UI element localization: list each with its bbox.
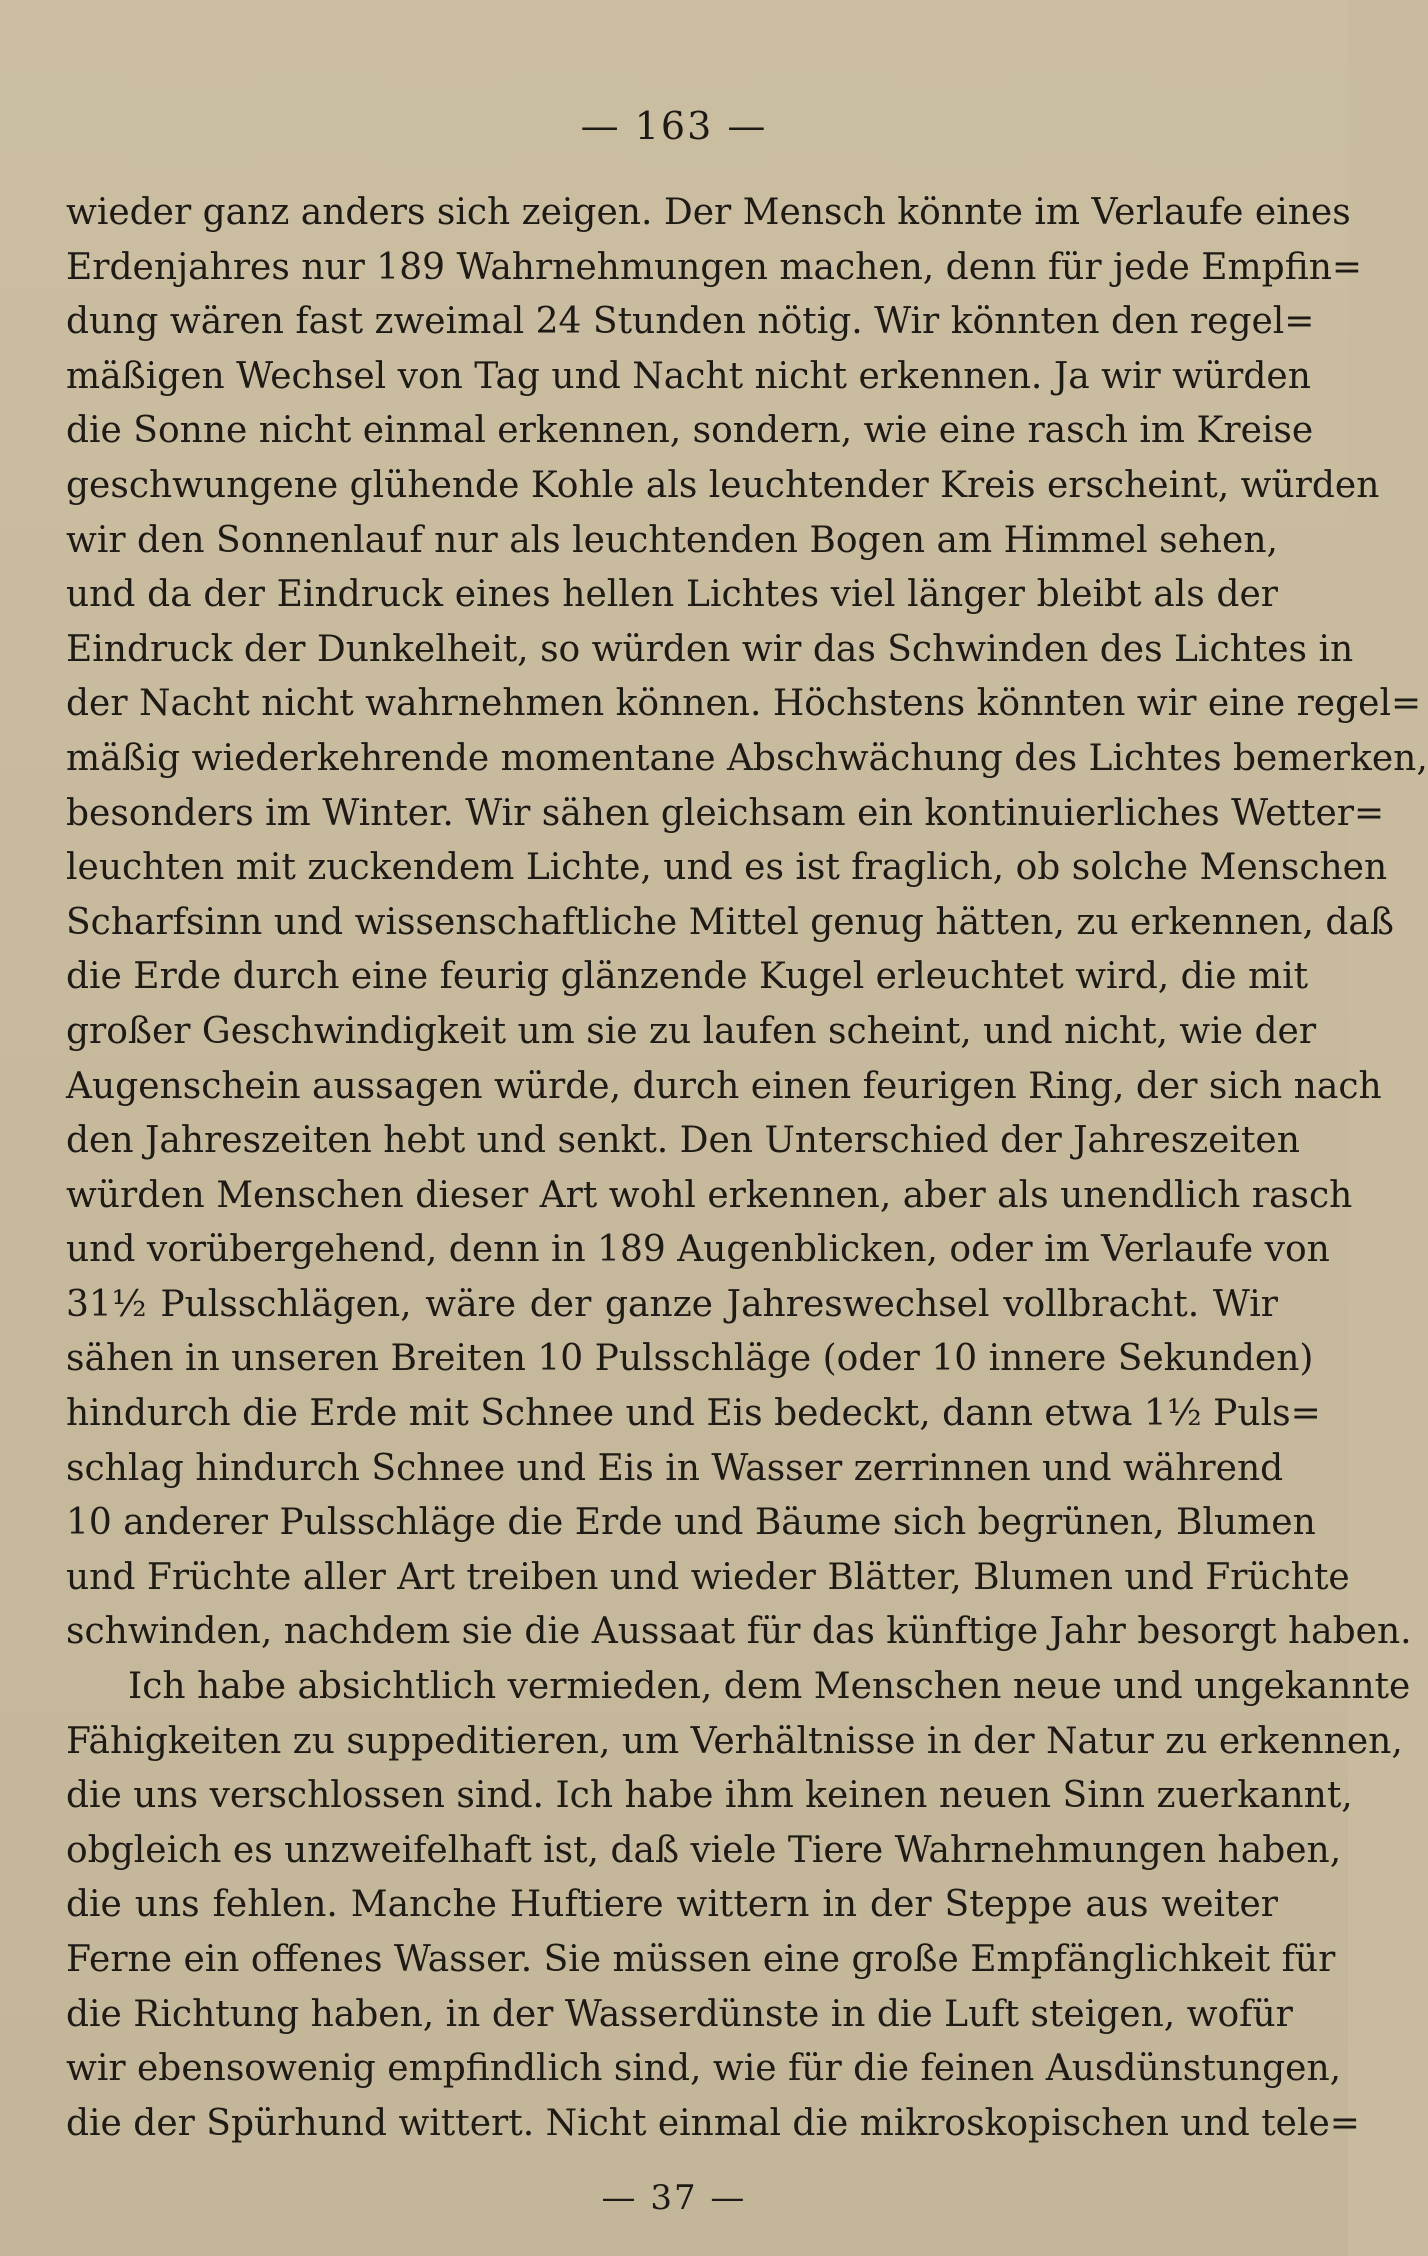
- text-line: wieder ganz anders sich zeigen. Der Mensch könnte im Verlaufe eines: [66, 192, 1351, 233]
- text-line: würden Menschen dieser Art wohl erkennen, aber als unendlich rasch: [66, 1174, 1353, 1216]
- text-line: die uns verschlossen sind. Ich habe ihm keinen neuen Sinn zuerkannt,: [66, 1775, 1353, 1817]
- text-line: Eindruck der Dunkelheit, so würden wir das Schwinden des Lichtes in: [66, 628, 1354, 670]
- text-line: 10 anderer Pulsschläge die Erde und Bäume sich begrünen, Blumen: [66, 1502, 1316, 1544]
- text-line: schlag hindurch Schnee und Eis in Wasser zerrinnen und während: [66, 1447, 1284, 1489]
- text-line: und vorübergehend, denn in 189 Augenblicken, oder im Verlaufe von: [66, 1229, 1330, 1271]
- text-line: wir den Sonnenlauf nur als leuchtenden Bogen am Himmel sehen,: [66, 519, 1278, 561]
- text-line: Ich habe absichtlich vermieden, dem Menschen neue und ungekannte: [128, 1666, 1411, 1708]
- text-line: den Jahreszeiten hebt und senkt. Den Unterschied der Jahreszeiten: [66, 1120, 1300, 1162]
- text-line: Augenschein aussagen würde, durch einen feurigen Ring, der sich nach: [66, 1065, 1382, 1107]
- text-line: wir ebensowenig empfindlich sind, wie für die feinen Ausdünstungen,: [66, 2048, 1342, 2090]
- text-line: Scharfsinn und wissenschaftliche Mittel genug hätten, zu erkennen, daß: [66, 901, 1394, 943]
- page-number: — 163 —: [580, 104, 768, 148]
- text-line: besonders im Winter. Wir sähen gleichsam ein kontinuierliches Wetter=: [66, 792, 1385, 834]
- text-line: die uns fehlen. Manche Huftiere wittern in der Steppe aus weiter: [66, 1884, 1278, 1926]
- text-line: die Sonne nicht einmal erkennen, sondern, wie eine rasch im Kreise: [66, 410, 1314, 452]
- text-line: hindurch die Erde mit Schnee und Eis bedeckt, dann etwa 1½ Puls=: [66, 1393, 1321, 1435]
- text-line: Fähigkeiten zu suppeditieren, um Verhältnisse in der Natur zu erkennen,: [66, 1720, 1403, 1762]
- text-line: sähen in unseren Breiten 10 Pulsschläge (oder 10 innere Sekunden): [66, 1338, 1314, 1380]
- text-line: Erdenjahres nur 189 Wahrnehmungen machen, denn für jede Empfin=: [66, 246, 1363, 288]
- text-line: und Früchte aller Art treiben und wieder Blätter, Blumen und Früchte: [66, 1556, 1350, 1598]
- text-line: die Erde durch eine feurig glänzende Kugel erleuchtet wird, die mit: [66, 956, 1309, 998]
- signature-mark: — 37 —: [601, 2178, 747, 2218]
- text-line: obgleich es unzweifelhaft ist, daß viele Tiere Wahrnehmungen haben,: [66, 1829, 1342, 1871]
- text-line: und da der Eindruck eines hellen Lichtes viel länger bleibt als der: [66, 574, 1278, 616]
- text-line: die Richtung haben, in der Wasserdünste in die Luft steigen, wofür: [66, 1993, 1293, 2035]
- text-line: mäßig wiederkehrende momentane Abschwächung des Lichtes bemerken,: [66, 737, 1428, 779]
- text-line: die der Spürhund wittert. Nicht einmal die mikroskopischen und tele=: [66, 2102, 1360, 2144]
- text-line: 31½ Pulsschlägen, wäre der ganze Jahreswechsel vollbracht. Wir: [66, 1283, 1278, 1325]
- text-line: großer Geschwindigkeit um sie zu laufen scheint, und nicht, wie der: [66, 1010, 1317, 1052]
- text-line: mäßigen Wechsel von Tag und Nacht nicht erkennen. Ja wir würden: [66, 355, 1311, 397]
- text-line: der Nacht nicht wahrnehmen können. Höchstens könnten wir eine regel=: [66, 683, 1422, 725]
- text-line: geschwungene glühende Kohle als leuchtender Kreis erscheint, würden: [66, 464, 1380, 506]
- text-line: leuchten mit zuckendem Lichte, und es ist fraglich, ob solche Menschen: [66, 847, 1388, 889]
- text-line: Ferne ein offenes Wasser. Sie müssen eine große Empfänglichkeit für: [66, 1939, 1336, 1980]
- text-line: dung wären fast zweimal 24 Stunden nötig. Wir könnten den regel=: [66, 301, 1315, 343]
- body-text: [66, 186, 1428, 2151]
- text-line: schwinden, nachdem sie die Aussaat für das künftige Jahr besorgt haben.: [66, 1611, 1412, 1653]
